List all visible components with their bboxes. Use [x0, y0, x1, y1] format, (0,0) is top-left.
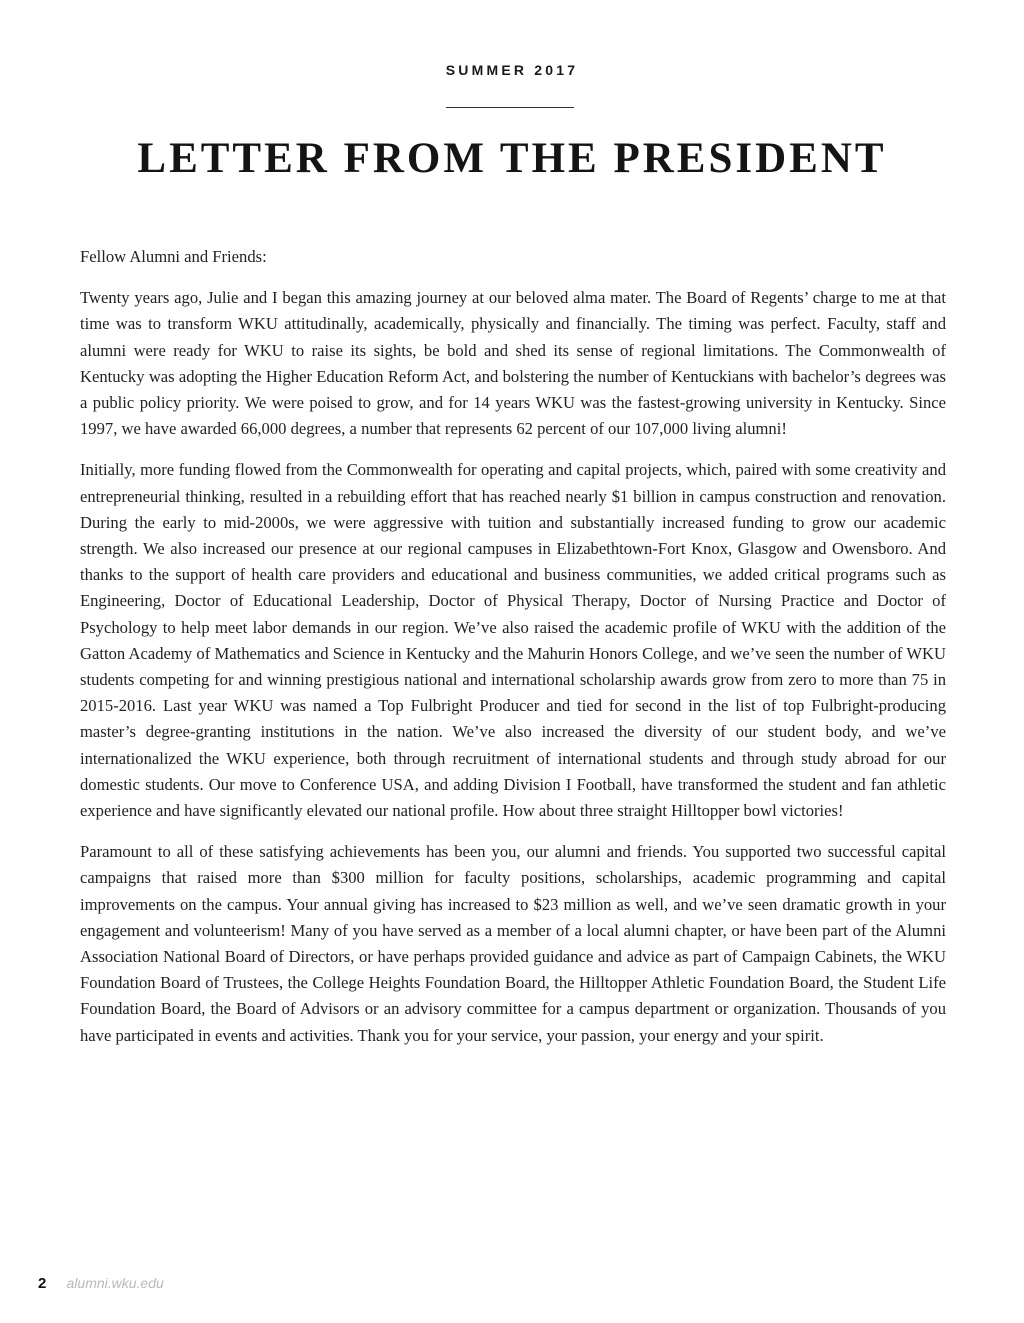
page-number: 2 — [38, 1275, 47, 1292]
page-footer — [38, 1275, 164, 1292]
header-divider — [446, 107, 574, 108]
page-title: LETTER FROM THE PRESIDENT — [137, 135, 887, 182]
salutation: Fellow Alumni and Friends: — [80, 247, 267, 266]
letter-paragraph-3: Paramount to all of these satisfying achievements has been you, our alumni and friends. You supported two successful capital campaigns that raised more than $300 million for faculty positions, scholarships, academic programming and capital improvements on the campus. Your annual giving has increased to $23 million as well, and we’ve seen dramatic growth in your engagement and volunteerism! Many of you have served as a member of a local alumni chapter, or have been part of the Alumni Association National Board of Directors, or have perhaps provided guidance and advice as part of Campaign Cabinets, the WKU Foundation Board of Trustees, the College Heights Foundation Board, the Hilltopper Athletic Foundation Board, the Student Life Foundation Board, the Board of Advisors or an advisory committee for a campus department or organization. Thousands of you have participated in events and activities. Thank you for your service, your passion, your energy and your spirit. — [80, 842, 946, 1045]
letter-paragraph-1: Twenty years ago, Julie and I began this amazing journey at our beloved alma mater. The Board of Regents’ charge to me at that time was to transform WKU attitudinally, academically, physically and financially. The timing was perfect. Faculty, staff and alumni were ready for WKU to raise its sights, be bold and shed its sense of regional limitations. The Commonwealth of Kentucky was adopting the Higher Education Reform Act, and bolstering the number of Kentuckians with bachelor’s degrees was a public policy priority. We were poised to grow, and for 14 years WKU was the fastest-growing university in Kentucky. Since 1997, we have awarded 66,000 degrees, a number that represents 62 percent of our 107,000 living alumni! — [80, 288, 946, 439]
letter-body — [80, 244, 946, 1064]
website-link[interactable]: alumni.wku.edu — [66, 1275, 164, 1291]
issue-label: SUMMER 2017 — [445, 62, 579, 78]
letter-paragraph-2: Initially, more funding flowed from the Commonwealth for operating and capital projects, which, paired with some creativity and entrepreneurial thinking, resulted in a rebuilding effort that has reached nearly $1 billion in campus construction and renovation. During the early to mid-2000s, we were aggressive with tuition and substantially increased funding to grow our academic strength. We also increased our presence at our regional campuses in Elizabethtown-Fort Knox, Glasgow and Owensboro. And thanks to the support of health care providers and educational and business communities, we added critical programs such as Engineering, Doctor of Educational Leadership, Doctor of Physical Therapy, Doctor of Nursing Practice and Doctor of Psychology to help meet labor demands in our region. We’ve also raised the academic profile of WKU with the addition of the Gatton Academy of Mathematics and Science in Kentucky and the Mahurin Honors College, and we’ve seen the number of WKU students competing for and winning prestigious national and international scholarship awards grow from zero to more than 75 in 2015-2016. Last year WKU was named a Top Fulbright Producer and tied for second in the list of top Fulbright-producing master’s degree-granting institutions in the nation. We’ve also increased the diversity of our student body, and we’ve internationalized the WKU experience, both through recruitment of international students and through study abroad for our domestic students. Our move to Conference USA, and adding Division I Football, have transformed the student and fan athletic experience and have significantly elevated our national profile. How about three straight Hilltopper bowl victories! — [80, 460, 946, 821]
